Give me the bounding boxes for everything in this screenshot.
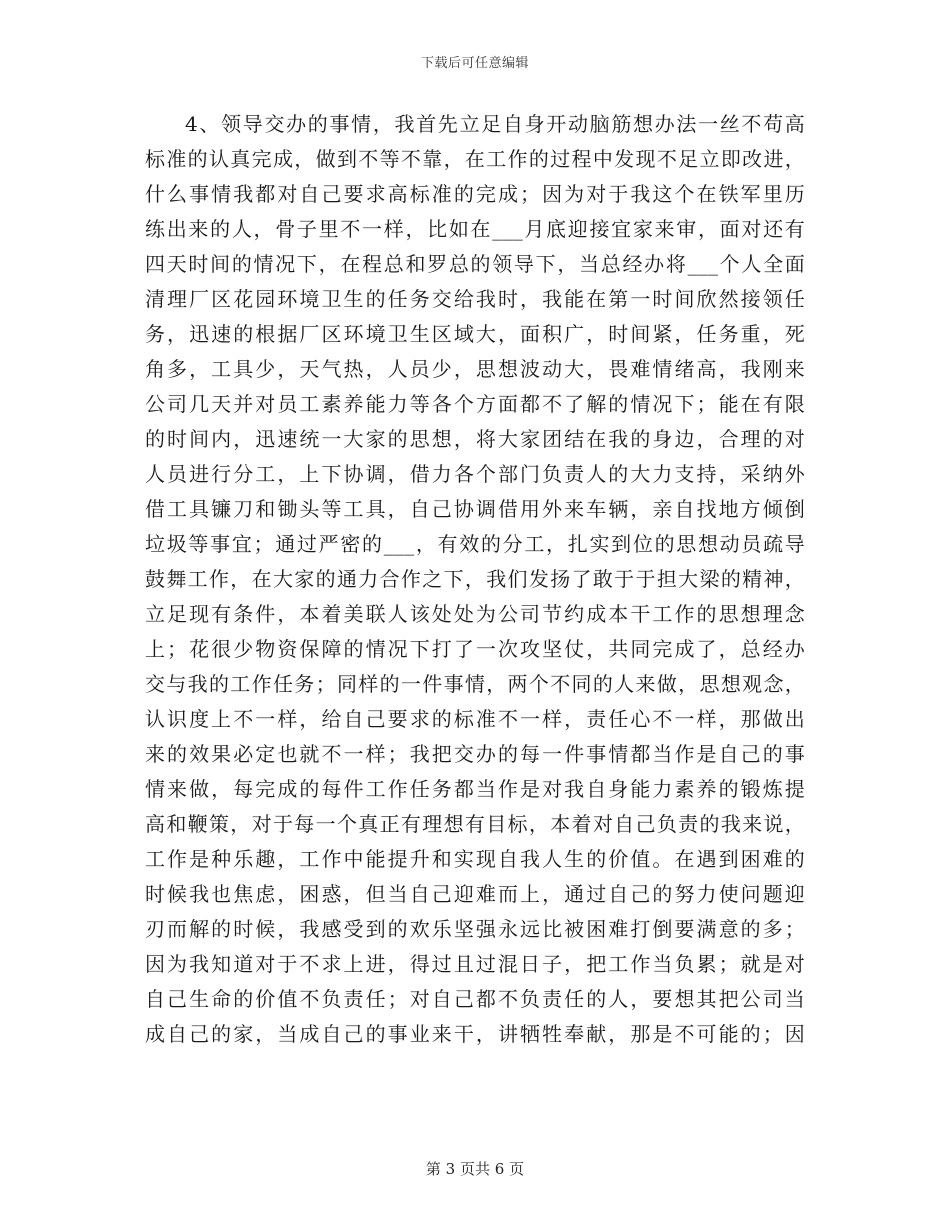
paragraph-line: 务，迅速的根据厂区环境卫生区域大，面积广，时间紧，任务重，死	[145, 322, 805, 346]
paragraph-line: 时候我也焦虑，困惑，但当自己迎难而上，通过自己的努力使问题迎	[145, 882, 805, 906]
paragraph-line: 公司几天并对员工素养能力等各个方面都不了解的情况下；能在有限	[145, 392, 805, 416]
paragraph-line: 鼓舞工作，在大家的通力合作之下，我们发扬了敢于于担大梁的精神，	[145, 567, 805, 591]
paragraph-line: 来的效果必定也就不一样；我把交办的每一件事情都当作是自己的事	[145, 742, 805, 766]
paragraph-line: 高和鞭策，对于每一个真正有理想有目标，本着对自己负责的我来说，	[145, 812, 805, 836]
paragraph-line: 认识度上不一样，给自己要求的标准不一样，责任心不一样，那做出	[145, 707, 805, 731]
paragraph-line: 交与我的工作任务；同样的一件事情，两个不同的人来做，思想观念，	[145, 672, 805, 696]
page-number-footer: 第 3 页共 6 页	[425, 1160, 525, 1178]
paragraph-line: 上；花很少物资保障的情况下打了一次攻坚仗，共同完成了，总经办	[145, 637, 805, 661]
paragraph-line: 工作是种乐趣，工作中能提升和实现自我人生的价值。在遇到困难的	[145, 847, 805, 871]
paragraph-line: 立足现有条件，本着美联人该处处为公司节约成本干工作的思想理念	[145, 602, 805, 626]
paragraph-line: 角多，工具少，天气热，人员少，思想波动大，畏难情绪高，我刚来	[145, 357, 805, 381]
paragraph-line: 4、领导交办的事情，我首先立足自身开动脑筋想办法一丝不苟高	[185, 112, 805, 136]
paragraph-line: 什么事情我都对自己要求高标准的完成；因为对于我这个在铁军里历	[145, 182, 805, 206]
paragraph-line: 情来做，每完成的每件工作任务都当作是对我自身能力素养的锻炼提	[145, 777, 805, 801]
paragraph-line: 人员进行分工，上下协调，借力各个部门负责人的大力支持，采纳外	[145, 462, 805, 486]
document-body	[145, 107, 805, 1052]
paragraph-line: 自己生命的价值不负责任；对自己都不负责任的人，要想其把公司当	[145, 987, 805, 1011]
page-header: 下载后可任意编辑	[420, 56, 529, 71]
paragraph-line: 的时间内，迅速统一大家的思想，将大家团结在我的身边，合理的对	[145, 427, 805, 451]
paragraph-line: 因为我知道对于不求上进，得过且过混日子，把工作当负累；就是对	[145, 952, 805, 976]
paragraph-line: 四天时间的情况下，在程总和罗总的领导下，当总经办将___个人全面	[145, 252, 805, 276]
paragraph-line: 刃而解的时候，我感受到的欢乐坚强永远比被困难打倒要满意的多；	[145, 917, 805, 941]
paragraph-line: 标准的认真完成，做到不等不靠，在工作的过程中发现不足立即改进，	[145, 147, 805, 171]
paragraph-line: 借工具镰刀和锄头等工具，自己协调借用外来车辆，亲自找地方倾倒	[145, 497, 805, 521]
paragraph-line: 成自己的家，当成自己的事业来干，讲牺牲奉献，那是不可能的；因	[145, 1022, 805, 1046]
paragraph-line: 垃圾等事宜；通过严密的___，有效的分工，扎实到位的思想动员疏导	[145, 532, 805, 556]
paragraph-line: 练出来的人，骨子里不一样，比如在___月底迎接宜家来审，面对还有	[145, 217, 805, 241]
paragraph-line: 清理厂区花园环境卫生的任务交给我时，我能在第一时间欣然接领任	[145, 287, 805, 311]
